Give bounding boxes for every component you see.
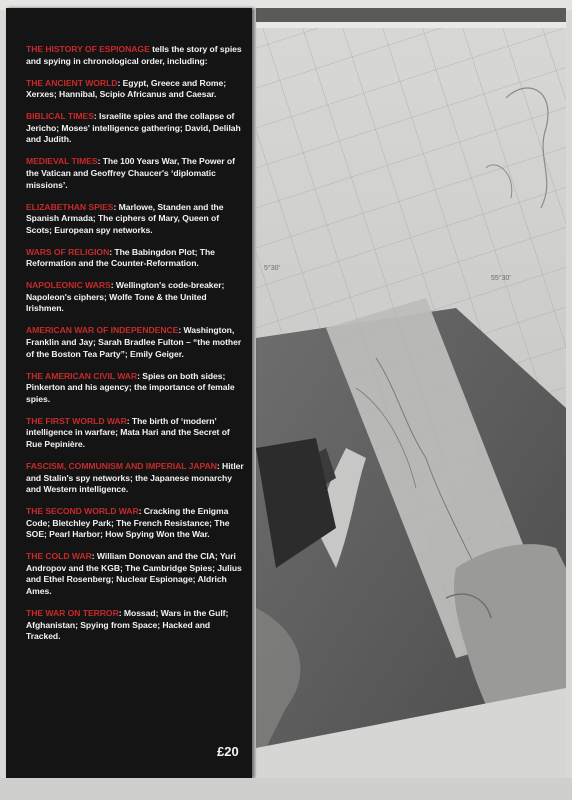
bottom-edge	[0, 778, 572, 800]
list-item	[26, 247, 246, 270]
list-item	[26, 608, 246, 643]
item-heading: WARS OF RELIGION	[26, 246, 110, 257]
item-heading: THE FIRST WORLD WAR	[26, 415, 127, 426]
item-text: : Egypt, Greece and Rome; Xerxes; Hannibal, Scipio Africanus and Caesar.	[26, 77, 227, 100]
item-heading: ELIZABETHAN SPIES	[26, 201, 114, 212]
list-item	[26, 551, 246, 597]
blurb	[26, 44, 246, 653]
item-text: : Washington, Franklin and Jay; Sarah Bradlee Fulton – “the mother of the Boston Tea Party”; Emily Geiger.	[26, 325, 242, 359]
list-item	[26, 280, 246, 315]
item-text: : Marlowe, Standen and the Spanish Armada; The ciphers of Mary, Queen of Scots; European spy networks.	[26, 201, 224, 235]
item-text: : Mossad; Wars in the Gulf; Afghanistan; Spying from Space; Hacked and Tracked.	[26, 608, 229, 642]
list-item	[26, 111, 246, 146]
item-text: : Israelite spies and the collapse of Jericho; Moses' intelligence gathering; David, Delilah and Judith.	[26, 111, 241, 145]
intro-text: tells the story of spies and spying in chronological order, including:	[26, 44, 242, 66]
item-text: : William Donovan and the CIA; Yuri Andropov and the KGB; The Cambridge Spies; Julius and Ethel Rosenberg; Nuclear Espionage; Aldrich Ames.	[26, 551, 242, 597]
item-text: : Hitler and Stalin's spy networks; the Japanese monarchy and Western intelligence.	[26, 460, 244, 495]
list-item	[26, 461, 246, 496]
list-item	[26, 325, 246, 360]
item-heading: FASCISM, COMMUNISM AND IMPERIAL JAPAN	[26, 460, 217, 471]
item-heading: THE SECOND WORLD WAR	[26, 506, 139, 517]
item-text: : The Babingdon Plot; The Reformation and the Counter-Reformation.	[26, 246, 215, 269]
item-text: : Cracking the Enigma Code; Bletchley Park; The French Resistance; The SOE; Pearl Harbor; How Spying Won the War.	[26, 506, 230, 540]
item-heading: BIBLICAL TIMES	[26, 111, 94, 122]
intro-heading: THE HISTORY OF ESPIONAGE	[26, 44, 150, 54]
item-heading: THE AMERICAN CIVIL WAR	[26, 370, 138, 381]
map-label-3: 55°30'	[491, 275, 511, 282]
item-text: : The 100 Years War, The Power of the Vatican and Geoffrey Chaucer's ‘diplomatic missions’.	[26, 156, 235, 190]
item-heading: MEDIEVAL TIMES	[26, 156, 98, 167]
item-heading: NAPOLEONIC WARS	[26, 280, 111, 291]
cover-photo	[256, 8, 566, 790]
item-heading: THE COLD WAR	[26, 551, 92, 562]
item-heading: THE ANCIENT WORLD	[26, 77, 118, 88]
price-label: £20	[217, 744, 239, 759]
map-label-1: 5°30'	[264, 265, 280, 272]
list-item	[26, 506, 246, 541]
list-item	[26, 78, 246, 101]
item-heading: THE WAR ON TERROR	[26, 608, 119, 619]
list-item	[26, 156, 246, 191]
list-item	[26, 202, 246, 237]
item-text: : The birth of ‘modern’ intelligence in warfare; Mata Hari and the Secret of Rue Pepinière.	[26, 415, 230, 449]
list-item	[26, 371, 246, 406]
intro-paragraph	[26, 44, 246, 67]
item-text: : Spies on both sides; Pinkerton and his agency; the importance of female spies.	[26, 370, 235, 404]
list-item	[26, 416, 246, 451]
item-text: : Wellington's code-breaker; Napoleon's ciphers; Wolfe Tone & the United Irishmen.	[26, 280, 225, 314]
item-heading: AMERICAN WAR OF INDEPENDENCE	[26, 325, 179, 336]
